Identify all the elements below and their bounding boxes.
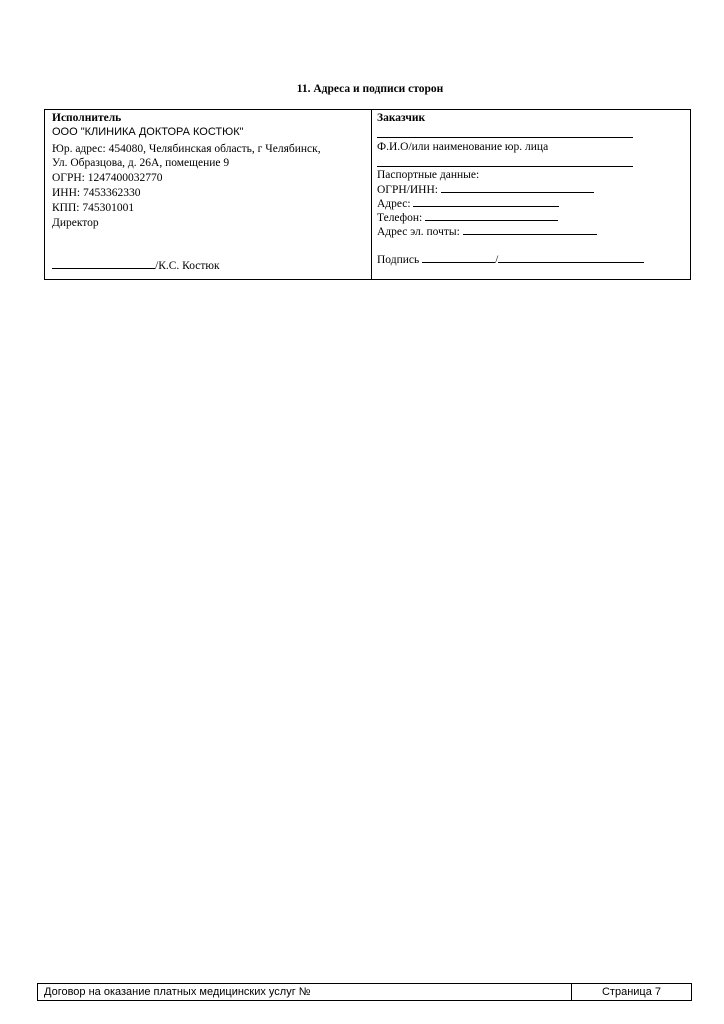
customer-phone-row bbox=[377, 210, 558, 225]
customer-name-transcript-blank[interactable] bbox=[498, 252, 644, 263]
signatures-table bbox=[44, 109, 691, 280]
executor-signature-blank[interactable] bbox=[52, 258, 155, 269]
footer-contract-title: Договор на оказание платных медицинских услуг № bbox=[44, 986, 311, 998]
customer-email-row bbox=[377, 224, 597, 239]
customer-phone-blank[interactable] bbox=[425, 210, 558, 221]
executor-signature-name: /К.С. Костюк bbox=[155, 260, 220, 272]
customer-ogrn-inn-blank[interactable] bbox=[441, 182, 594, 193]
customer-ogrn-inn-label: ОГРН/ИНН: bbox=[377, 184, 438, 196]
customer-signature-separator: / bbox=[495, 254, 499, 266]
executor-address-line1: Юр. адрес: 454080, Челябинская область, г Челябинск, bbox=[52, 143, 321, 155]
customer-passport-label: Паспортные данные: bbox=[377, 169, 480, 181]
customer-address-blank[interactable] bbox=[413, 196, 559, 207]
customer-phone-label: Телефон: bbox=[377, 212, 423, 224]
customer-address-label: Адрес: bbox=[377, 198, 411, 210]
customer-fio-label: Ф.И.О/или наименование юр. лица bbox=[377, 141, 549, 153]
customer-fio-blank[interactable] bbox=[377, 166, 633, 167]
customer-email-blank[interactable] bbox=[463, 224, 597, 235]
customer-address-row bbox=[377, 196, 559, 211]
customer-signature-row bbox=[377, 252, 644, 267]
customer-name-blank[interactable] bbox=[377, 137, 633, 138]
footer-page-number: Страница 7 bbox=[601, 986, 662, 998]
customer-ogrn-inn-row bbox=[377, 182, 594, 197]
executor-signature-line bbox=[52, 258, 220, 273]
executor-heading: Исполнитель bbox=[52, 112, 122, 124]
page-footer bbox=[37, 983, 692, 1001]
table-column-divider bbox=[371, 110, 372, 279]
executor-company: ООО "КЛИНИКА ДОКТОРА КОСТЮК" bbox=[52, 126, 244, 138]
executor-position: Директор bbox=[52, 217, 99, 229]
executor-inn: ИНН: 7453362330 bbox=[52, 187, 141, 199]
customer-signature-blank[interactable] bbox=[422, 252, 495, 263]
executor-ogrn: ОГРН: 1247400032770 bbox=[52, 172, 163, 184]
customer-email-label: Адрес эл. почты: bbox=[377, 226, 460, 238]
customer-signature-label: Подпись bbox=[377, 254, 420, 266]
executor-kpp: КПП: 745301001 bbox=[52, 202, 135, 214]
section-title: 11. Адреса и подписи сторон bbox=[296, 83, 444, 95]
customer-heading: Заказчик bbox=[377, 112, 426, 124]
executor-address-line2: Ул. Образцова, д. 26А, помещение 9 bbox=[52, 157, 230, 169]
